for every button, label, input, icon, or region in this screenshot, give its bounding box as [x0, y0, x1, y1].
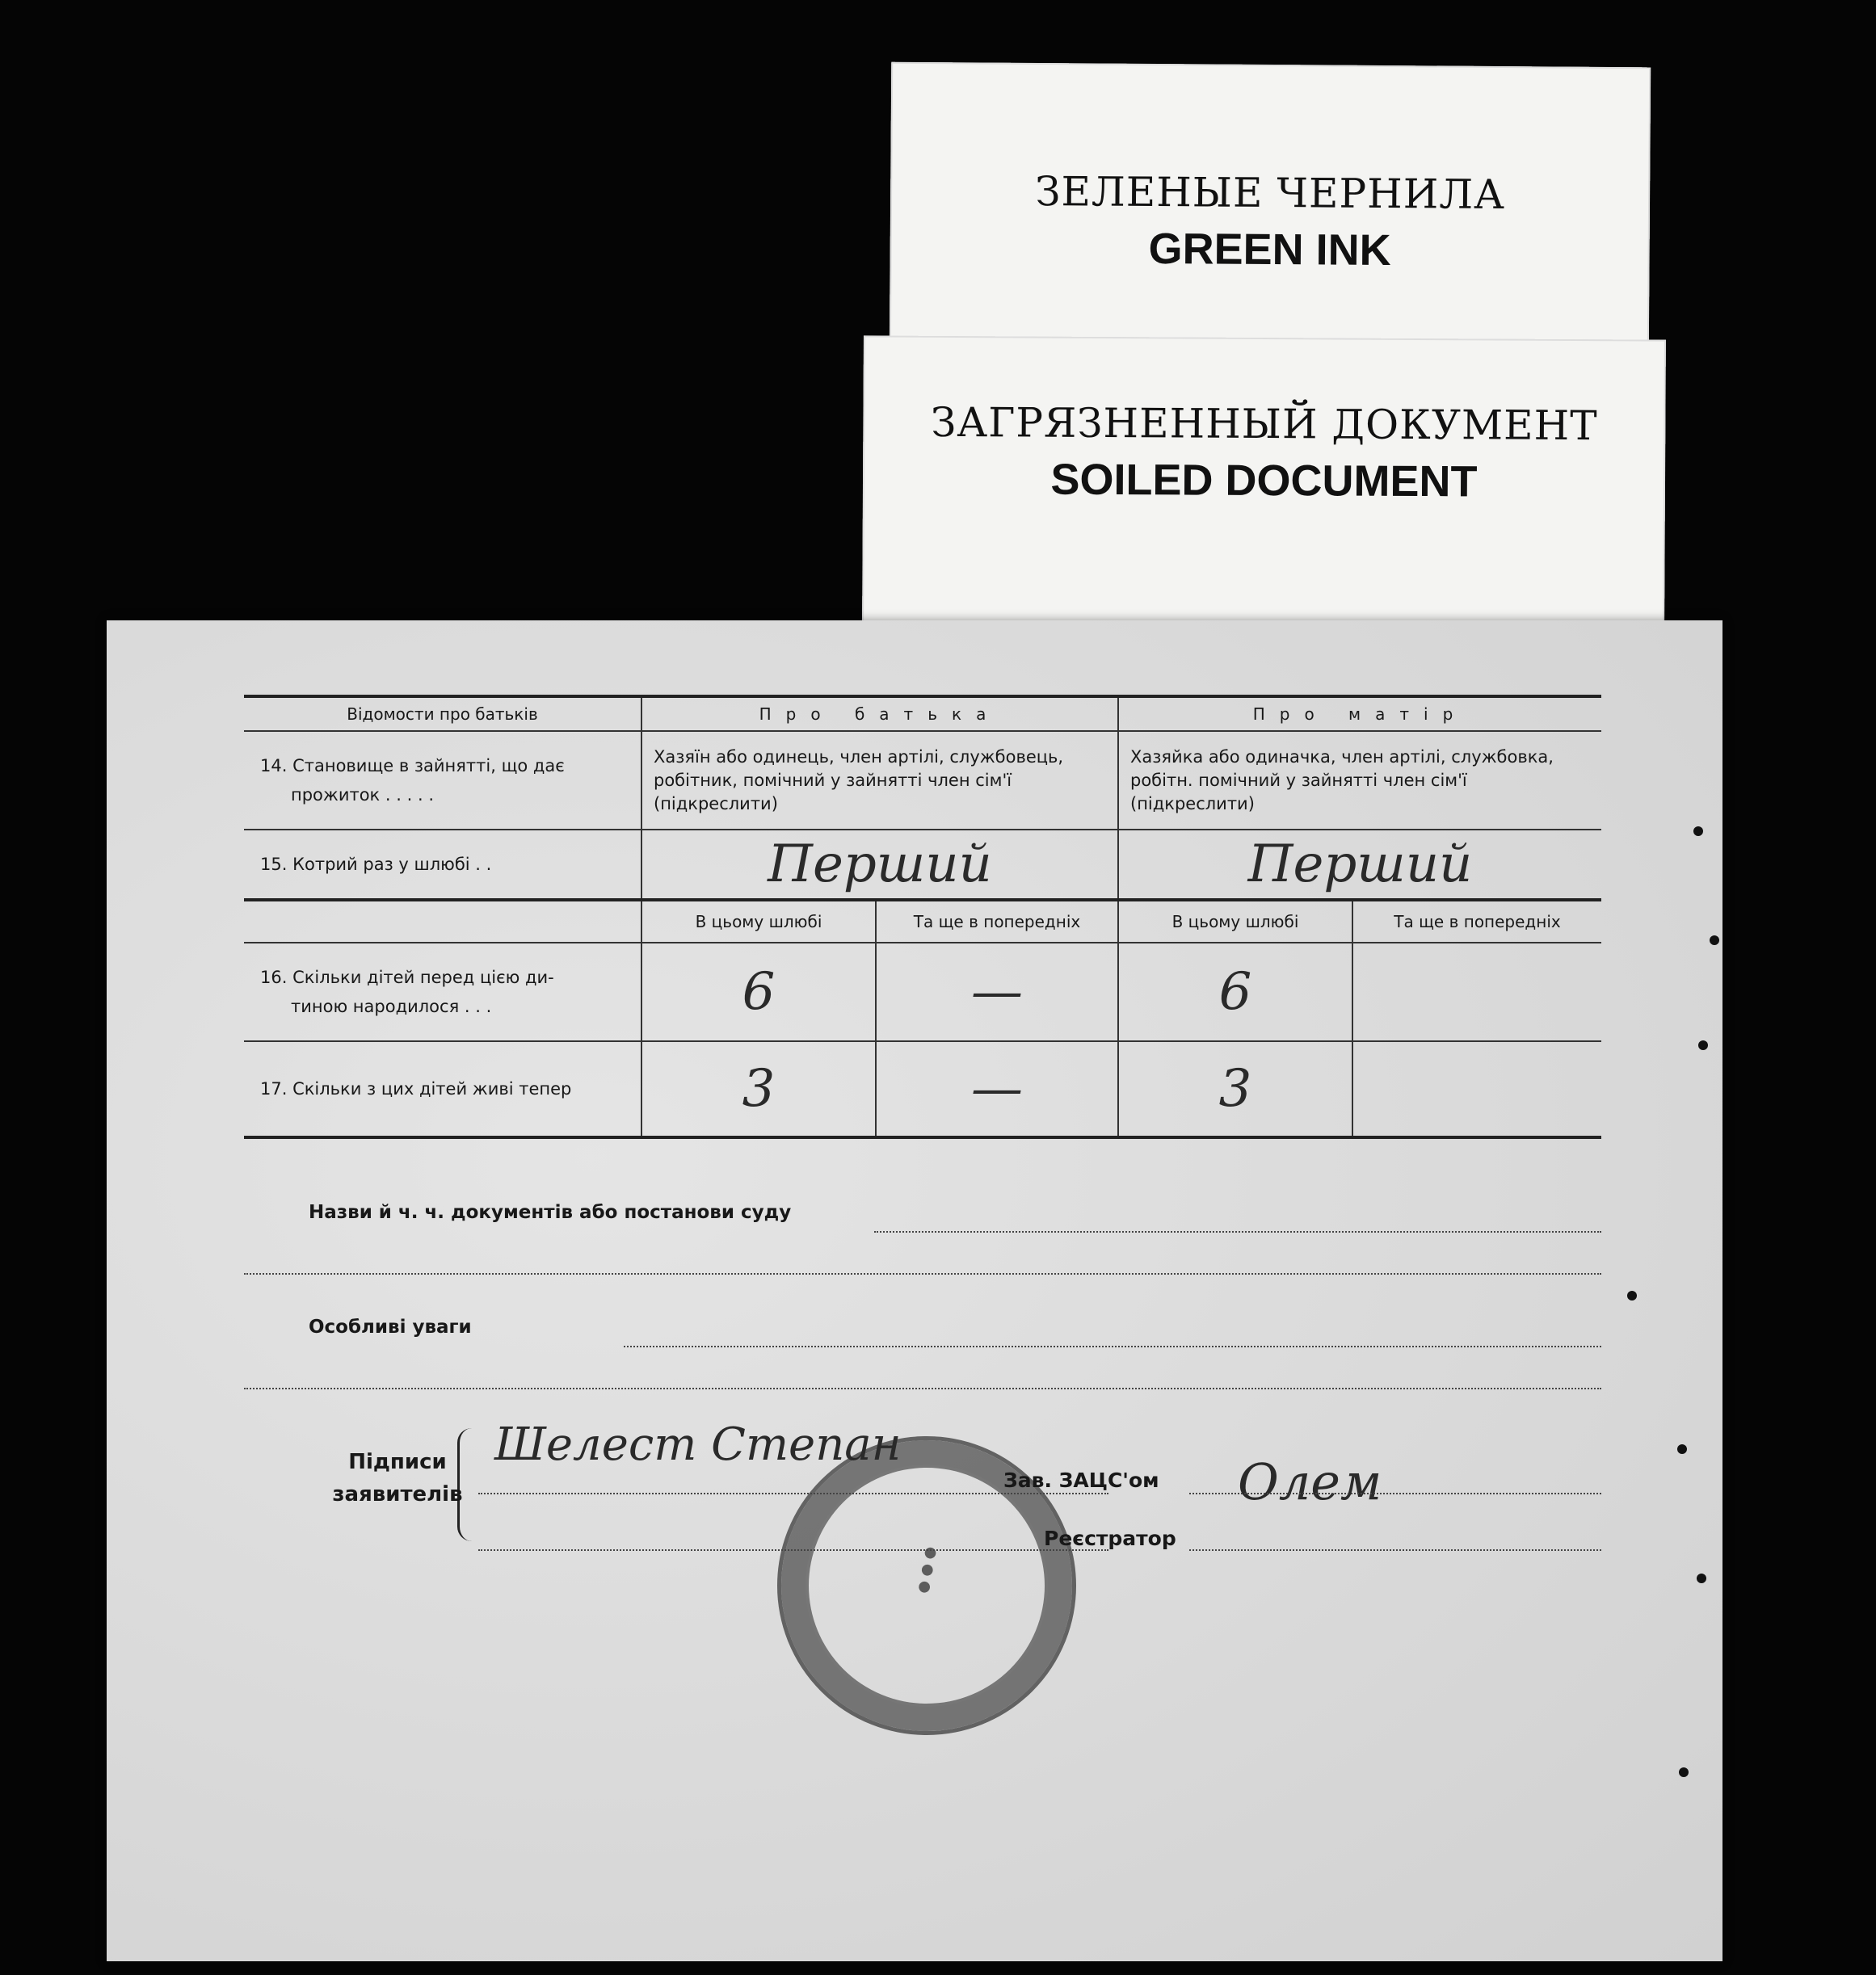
subheader-mother-previous: Та ще в попередніх — [1352, 900, 1601, 943]
remarks-label: Особливі уваги — [309, 1317, 472, 1338]
documents-line-2 — [244, 1273, 1601, 1275]
row15-father-value: Перший — [768, 834, 992, 894]
header-father: Про батька — [641, 696, 1118, 731]
soiled-document-ru-text: ЗАГРЯЗНЕННЫЙ ДОКУМЕНТ — [931, 398, 1598, 450]
punch-hole — [1698, 1040, 1708, 1050]
head-signature-line — [1189, 1493, 1601, 1494]
soiled-document-en-text: SOILED DOCUMENT — [1050, 455, 1478, 506]
head-label: Зав. ЗАЦС'ом — [1003, 1469, 1159, 1492]
subheader-father-this-marriage: В цьому шлюбі — [641, 900, 876, 943]
soiled-document-slip — [862, 335, 1666, 630]
green-ink-en-text: GREEN INK — [1148, 224, 1391, 275]
remarks-line — [624, 1346, 1601, 1347]
row17-mother-this: 3 — [1218, 1059, 1252, 1119]
row16-label-line1: 16. Скільки дітей перед цією ди- — [260, 968, 554, 987]
documents-line — [874, 1231, 1601, 1233]
registration-form-page — [107, 620, 1722, 1961]
head-signature — [1222, 1452, 1577, 1511]
row14-label — [244, 731, 641, 830]
header-mother: Про матір — [1118, 696, 1601, 731]
documents-field — [244, 1197, 1601, 1233]
green-ink-slip — [890, 62, 1651, 359]
registrar-signature-line — [1189, 1549, 1601, 1551]
row14-father-options: Хазяїн або одинець, член артілі, службовець, робітник, помічний у зайнятті член сім'ї (підкреслити) — [641, 731, 1118, 830]
row15-label: 15. Котрий раз у шлюбі . . — [244, 830, 641, 900]
applicant-signature-line-2 — [478, 1549, 1108, 1551]
row17-label: 17. Скільки з цих дітей живі тепер — [244, 1041, 641, 1137]
applicants-label-line1: Підписи — [348, 1450, 447, 1474]
row16-label — [244, 943, 641, 1041]
punch-hole — [1710, 935, 1719, 945]
subheader-mother-this-marriage: В цьому шлюбі — [1118, 900, 1352, 943]
table-header-row — [244, 696, 1601, 731]
punch-hole — [1627, 1291, 1637, 1301]
row14-label-line2: прожиток . . . . . — [291, 785, 434, 805]
row17-father-this: 3 — [742, 1059, 776, 1119]
registrar-label: Реєстратор — [1044, 1527, 1176, 1550]
row15-mother-value: Перший — [1247, 834, 1473, 894]
documents-label: Назви й ч. ч. документів або постанови суду — [309, 1202, 792, 1223]
parents-info-table — [244, 695, 1601, 1139]
punch-hole — [1697, 1574, 1706, 1583]
row14-mother-options: Хазяйка або одиначка, член артілі, службовка, робітн. помічний у зайнятті член сім'ї (підкреслити) — [1118, 731, 1601, 830]
official-seal-stamp: ● ● ● — [777, 1436, 1076, 1735]
row16-father-this: 6 — [742, 962, 776, 1022]
row16-father-prev: — — [971, 962, 1023, 1022]
table-row — [244, 731, 1601, 830]
remarks-line-2 — [244, 1388, 1601, 1389]
row14-label-line1: 14. Становище в зайнятті, що дає — [260, 756, 565, 775]
row17-father-prev: — — [971, 1059, 1023, 1119]
applicant-signature — [478, 1418, 963, 1471]
applicants-label-line2: заявителів — [332, 1482, 463, 1506]
table-row — [244, 943, 1601, 1041]
head-signature-text: Олем — [1238, 1452, 1382, 1511]
green-ink-ru-text: ЗЕЛЕНЫЕ ЧЕРНИЛА — [1035, 167, 1506, 219]
table-row — [244, 830, 1601, 900]
applicant-signature-text: Шелест Степан — [494, 1418, 902, 1471]
table-subheader-row — [244, 900, 1601, 943]
row16-label-line2: тиною народилося . . . — [291, 997, 492, 1016]
punch-hole — [1677, 1444, 1687, 1454]
subheader-father-previous: Та ще в попередніх — [876, 900, 1118, 943]
punch-hole — [1693, 826, 1703, 836]
punch-hole — [1679, 1767, 1689, 1777]
applicant-signature-line-1 — [478, 1493, 1108, 1494]
table-row — [244, 1041, 1601, 1137]
row16-mother-this: 6 — [1218, 962, 1252, 1022]
remarks-field — [244, 1312, 1601, 1347]
header-info: Відомости про батьків — [244, 696, 641, 731]
